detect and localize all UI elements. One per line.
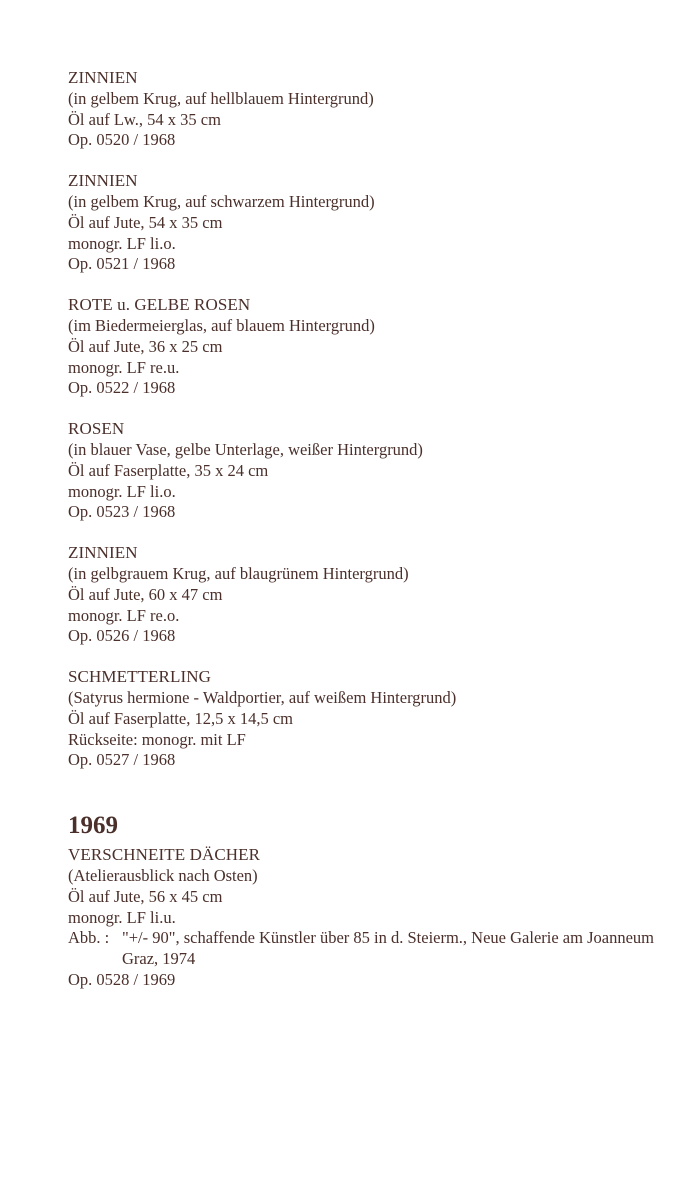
artwork-signature: monogr. LF li.o. xyxy=(68,233,176,253)
artwork-medium: Öl auf Faserplatte, 35 x 24 cm xyxy=(68,460,269,480)
artwork-title: VERSCHNEITE DÄCHER xyxy=(68,845,261,865)
artwork-description: (Atelierausblick nach Osten) xyxy=(68,865,258,885)
catalog-entry-0521 xyxy=(68,171,658,275)
artwork-description: (in gelbem Krug, auf hellblauem Hintergrund) xyxy=(68,88,374,108)
artwork-description: (in blauer Vase, gelbe Unterlage, weißer Hintergrund) xyxy=(68,439,423,459)
artwork-title: ZINNIEN xyxy=(68,171,138,191)
artwork-opus: Op. 0520 / 1968 xyxy=(68,130,176,150)
catalog-entry-0527 xyxy=(68,667,658,771)
abb-text: "+/- 90", schaffende Künstler über 85 in d. Steierm., Neue Galerie am Joanneum Graz, 1974 xyxy=(122,928,654,969)
artwork-description: (im Biedermeierglas, auf blauem Hintergrund) xyxy=(68,315,375,335)
artwork-description: (in gelbem Krug, auf schwarzem Hintergrund) xyxy=(68,191,375,211)
artwork-opus: Op. 0528 / 1969 xyxy=(68,969,176,989)
artwork-opus: Op. 0526 / 1968 xyxy=(68,626,176,646)
catalog-entry-0523 xyxy=(68,419,658,523)
artwork-opus: Op. 0527 / 1968 xyxy=(68,750,176,770)
abb-label: Abb. : xyxy=(68,928,110,948)
artwork-medium: Öl auf Jute, 56 x 45 cm xyxy=(68,886,223,906)
catalog-entry-0522 xyxy=(68,295,658,399)
artwork-signature: monogr. LF re.o. xyxy=(68,605,180,625)
artwork-signature: Rückseite: monogr. mit LF xyxy=(68,729,246,749)
artwork-title: ZINNIEN xyxy=(68,543,138,563)
catalog-entry-0526 xyxy=(68,543,658,647)
artwork-description: (Satyrus hermione - Waldportier, auf weißem Hintergrund) xyxy=(68,687,457,707)
artwork-title: ROTE u. GELBE ROSEN xyxy=(68,295,251,315)
artwork-opus: Op. 0522 / 1968 xyxy=(68,378,176,398)
artwork-medium: Öl auf Jute, 54 x 35 cm xyxy=(68,212,223,232)
catalog-page xyxy=(68,68,658,1011)
catalog-entry-0520 xyxy=(68,68,658,151)
artwork-medium: Öl auf Faserplatte, 12,5 x 14,5 cm xyxy=(68,708,293,728)
artwork-medium: Öl auf Jute, 36 x 25 cm xyxy=(68,336,223,356)
artwork-opus: Op. 0523 / 1968 xyxy=(68,502,176,522)
artwork-medium: Öl auf Jute, 60 x 47 cm xyxy=(68,584,223,604)
artwork-medium: Öl auf Lw., 54 x 35 cm xyxy=(68,109,221,129)
artwork-signature: monogr. LF li.u. xyxy=(68,907,176,927)
catalog-entry-0528 xyxy=(68,845,658,991)
artwork-title: ROSEN xyxy=(68,419,125,439)
artwork-signature: monogr. LF li.o. xyxy=(68,481,176,501)
artwork-description: (in gelbgrauem Krug, auf blaugrünem Hintergrund) xyxy=(68,563,409,583)
artwork-title: SCHMETTERLING xyxy=(68,667,211,687)
artwork-signature: monogr. LF re.u. xyxy=(68,357,180,377)
artwork-opus: Op. 0521 / 1968 xyxy=(68,254,176,274)
artwork-illustration-reference xyxy=(68,928,658,970)
year-heading: 1969 xyxy=(68,812,118,840)
artwork-title: ZINNIEN xyxy=(68,68,138,87)
